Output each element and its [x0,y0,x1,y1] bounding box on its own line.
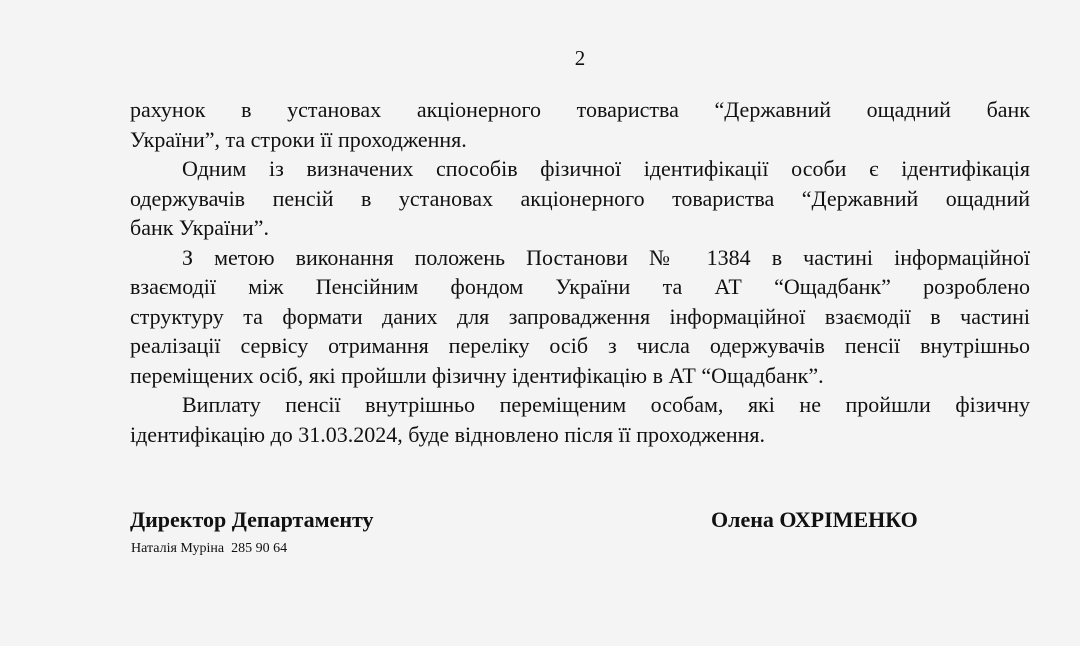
text-line: взаємодії між Пенсійним фондом України та АТ “Ощадбанк” розроблено [130,274,1030,299]
text-line: структуру та формати даних для запровадження інформаційної взаємодії в частині [130,303,1030,329]
text-line: переміщених осіб, які пройшли фізичну ідентифікацію в АТ “Ощадбанк”. [130,362,824,388]
signature-title: Директор Департаменту [130,507,374,532]
paragraph-payment-resumption [130,390,1030,449]
text-line: ідентифікацію до 31.03.2024, буде відновлено після її проходження. [130,421,766,447]
text-line: реалізації сервісу отримання переліку осіб з числа одержувачів пенсії внутрішньо [130,333,1030,358]
contact-line: Наталія Муріна 285 90 64 [131,541,288,556]
paragraph-identification-method [130,154,1030,243]
text-line: одержувачів пенсій в установах акціонерного товариства “Державний ощадний [130,185,1030,211]
text-line: України”, та строки її проходження. [130,126,467,152]
text-line: Одним із визначених способів фізичної ідентифікації особи є ідентифікація [182,156,1030,181]
text-line: З метою виконання положень Постанови № 1384 в частині інформаційної [182,244,1030,270]
paragraph-account-context [130,95,1030,154]
text-line: банк України”. [130,215,269,240]
paragraph-data-exchange [130,243,1030,391]
text-line: рахунок в установах акціонерного товариства “Державний ощадний банк [130,97,1030,122]
document-body [130,95,1030,449]
signature-name: Олена ОХРІМЕНКО [711,507,918,532]
page-number: 2 [574,46,586,70]
text-line: Виплату пенсії внутрішньо переміщеним особам, які не пройшли фізичну [182,392,1030,417]
